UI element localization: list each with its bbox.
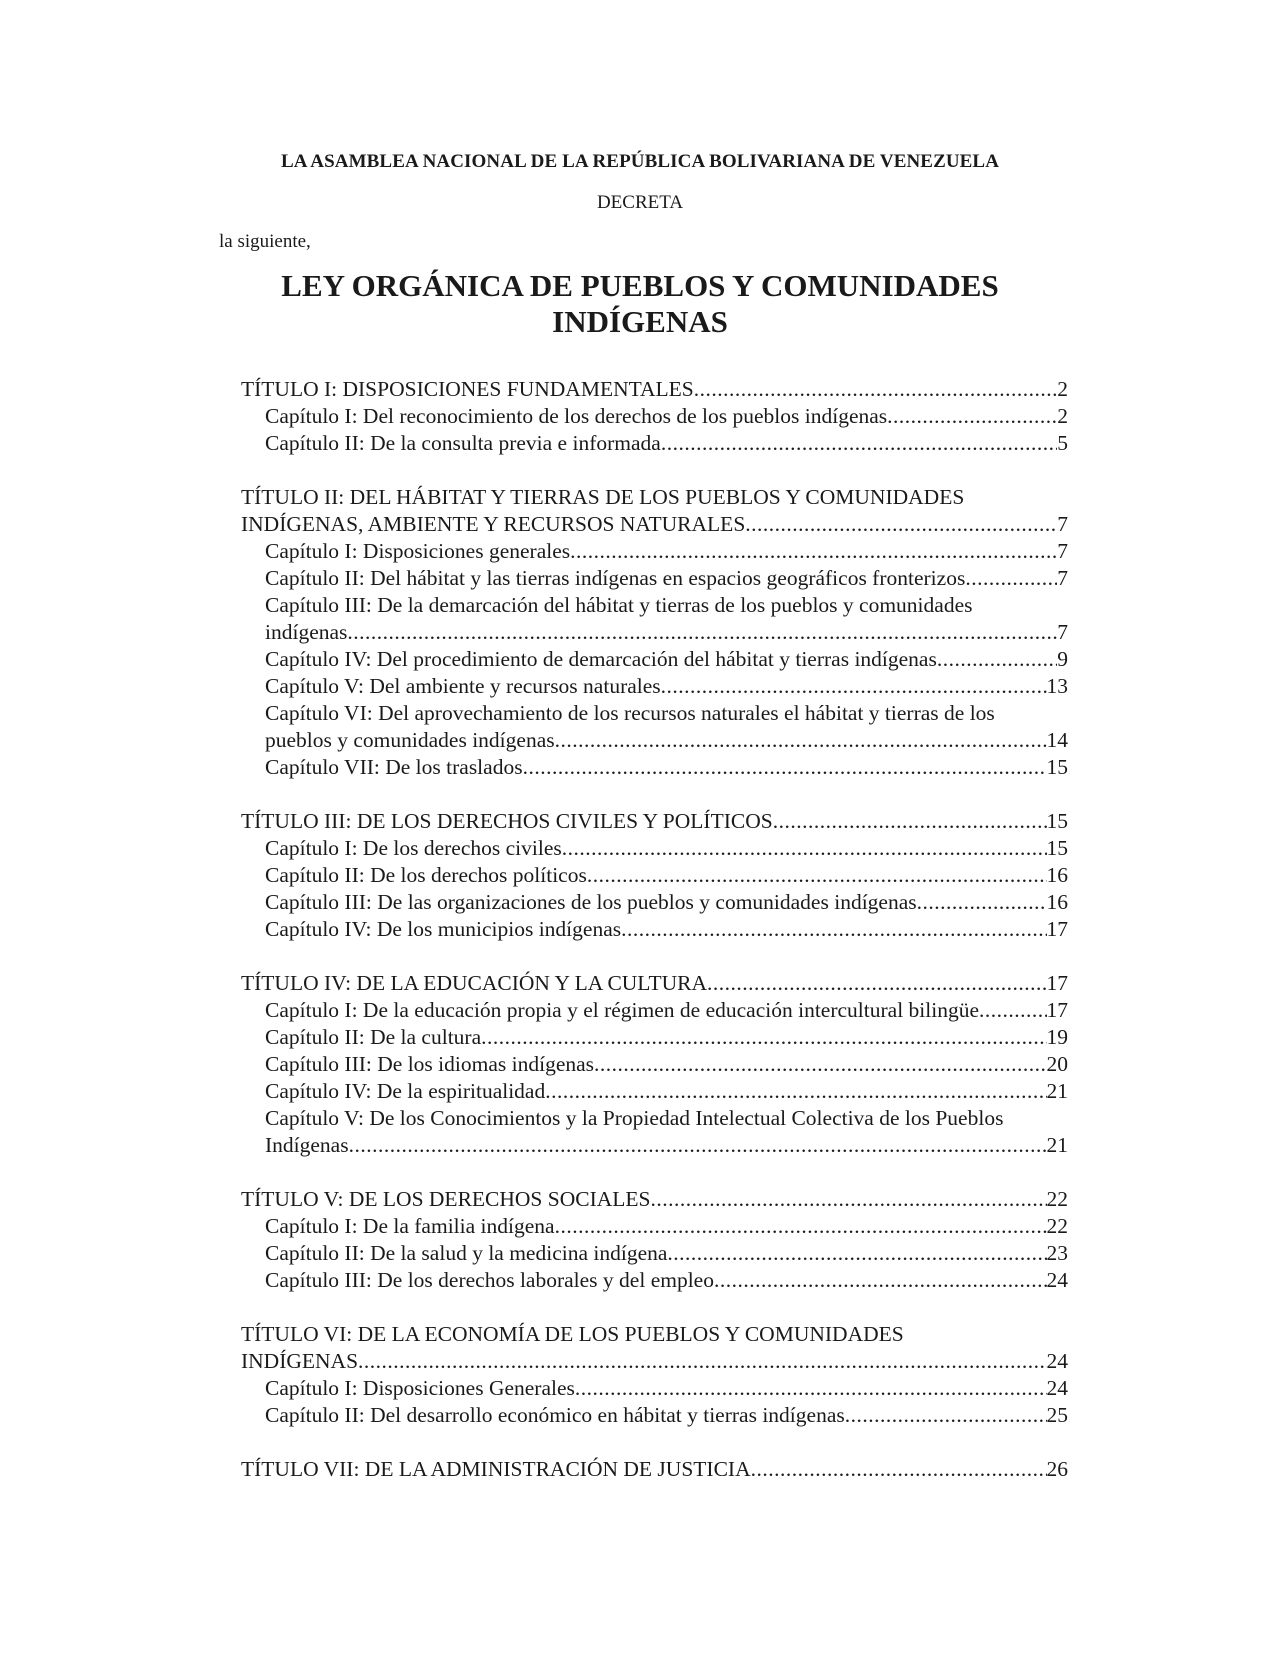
toc-title-entry-text: TÍTULO II: DEL HÁBITAT Y TIERRAS DE LOS PUEBLOS Y COMUNIDADES bbox=[241, 485, 965, 509]
law-title-line-2: INDÍGENAS bbox=[552, 304, 728, 339]
toc-chapter-entry[interactable] bbox=[241, 862, 1068, 889]
toc-chapter-entry[interactable] bbox=[241, 565, 1068, 592]
page-number: 2 bbox=[1057, 377, 1068, 401]
toc-chapter-entry-text: Capítulo III: De los idiomas indígenas bbox=[265, 1052, 595, 1076]
toc-chapter-entry-text: Capítulo I: Disposiciones Generales bbox=[265, 1376, 575, 1400]
toc-section bbox=[241, 1321, 1068, 1429]
toc-chapter-entry-text: Capítulo III: De la demarcación del hábitat y tierras de los pueblos y comunidades bbox=[265, 593, 973, 617]
toc-chapter-entry-text: pueblos y comunidades indígenas bbox=[265, 728, 555, 752]
dot-leader bbox=[555, 1213, 1047, 1240]
dot-leader bbox=[594, 1051, 1046, 1078]
dot-leader bbox=[349, 1132, 1047, 1159]
page-number: 16 bbox=[1046, 863, 1068, 887]
toc-chapter-entry-text: Capítulo V: Del ambiente y recursos naturales bbox=[265, 674, 661, 698]
dot-leader bbox=[347, 619, 1057, 646]
dot-leader bbox=[587, 862, 1047, 889]
toc-chapter-entry-text: Capítulo II: De la consulta previa e informada bbox=[265, 431, 661, 455]
toc-chapter-entry-text: Capítulo III: De las organizaciones de los pueblos y comunidades indígenas bbox=[265, 890, 917, 914]
dot-leader bbox=[845, 1402, 1047, 1429]
toc-chapter-entry[interactable] bbox=[241, 646, 1068, 673]
toc-chapter-entry-text: Capítulo IV: De la espiritualidad bbox=[265, 1079, 546, 1103]
toc-chapter-entry-text: Capítulo II: Del desarrollo económico en hábitat y tierras indígenas bbox=[265, 1403, 845, 1427]
toc-chapter-entry-text: Capítulo I: De la educación propia y el régimen de educación intercultural bilingüe bbox=[265, 998, 980, 1022]
page-number: 24 bbox=[1046, 1376, 1068, 1400]
toc-title-entry[interactable] bbox=[241, 376, 1068, 403]
law-title-line-1: LEY ORGÁNICA DE PUEBLOS Y COMUNIDADES bbox=[281, 268, 999, 303]
toc-chapter-entry-text: Capítulo III: De los derechos laborales y del empleo bbox=[265, 1268, 714, 1292]
toc-chapter-entry-text: Capítulo I: Disposiciones generales bbox=[265, 539, 571, 563]
dot-leader bbox=[917, 889, 1047, 916]
dot-leader bbox=[575, 1375, 1047, 1402]
toc-chapter-entry[interactable] bbox=[241, 1213, 1068, 1240]
toc-chapter-entry-text: Capítulo IV: Del procedimiento de demarcación del hábitat y tierras indígenas bbox=[265, 647, 937, 671]
toc-title-entry[interactable] bbox=[241, 1348, 1068, 1375]
dot-leader bbox=[751, 1456, 1047, 1483]
page-number: 22 bbox=[1046, 1214, 1068, 1238]
toc-section bbox=[241, 484, 1068, 781]
toc-chapter-entry-text: Capítulo II: De los derechos políticos bbox=[265, 863, 587, 887]
dot-leader bbox=[651, 1186, 1047, 1213]
dot-leader bbox=[773, 808, 1047, 835]
toc-chapter-entry[interactable] bbox=[241, 1375, 1068, 1402]
table-of-contents bbox=[241, 376, 1068, 1510]
toc-section bbox=[241, 970, 1068, 1159]
toc-title-entry[interactable] bbox=[241, 484, 1068, 511]
toc-chapter-entry-text: indígenas bbox=[265, 620, 348, 644]
toc-title-entry-text: TÍTULO III: DE LOS DERECHOS CIVILES Y POLÍTICOS bbox=[241, 809, 773, 833]
page-number: 15 bbox=[1046, 836, 1068, 860]
page-number: 24 bbox=[1046, 1349, 1068, 1373]
toc-chapter-entry[interactable] bbox=[241, 916, 1068, 943]
page-number: 15 bbox=[1046, 809, 1068, 833]
dot-leader bbox=[667, 1240, 1046, 1267]
page-number: 19 bbox=[1046, 1025, 1068, 1049]
toc-chapter-entry[interactable] bbox=[241, 754, 1068, 781]
page-number: 17 bbox=[1046, 971, 1068, 995]
toc-section bbox=[241, 1186, 1068, 1294]
page-number: 20 bbox=[1046, 1052, 1068, 1076]
page-number: 13 bbox=[1046, 674, 1068, 698]
page-number: 23 bbox=[1046, 1241, 1068, 1265]
page-number: 21 bbox=[1046, 1079, 1068, 1103]
dot-leader bbox=[661, 673, 1047, 700]
toc-chapter-entry[interactable] bbox=[241, 889, 1068, 916]
toc-chapter-entry[interactable] bbox=[241, 1078, 1068, 1105]
dot-leader bbox=[481, 1024, 1046, 1051]
toc-title-entry-text: TÍTULO I: DISPOSICIONES FUNDAMENTALES bbox=[241, 377, 694, 401]
toc-chapter-entry[interactable] bbox=[241, 1132, 1068, 1159]
toc-chapter-entry-text: Capítulo V: De los Conocimientos y la Propiedad Intelectual Colectiva de los Pueblos bbox=[265, 1106, 1004, 1130]
dot-leader bbox=[694, 376, 1057, 403]
toc-title-entry-text: TÍTULO VI: DE LA ECONOMÍA DE LOS PUEBLOS Y COMUNIDADES bbox=[241, 1322, 904, 1346]
toc-chapter-entry[interactable] bbox=[241, 430, 1068, 457]
toc-title-entry[interactable] bbox=[241, 1456, 1068, 1483]
page-number: 2 bbox=[1057, 404, 1068, 428]
dot-leader bbox=[965, 565, 1057, 592]
law-title bbox=[0, 268, 1280, 340]
toc-chapter-entry-text: Capítulo II: De la cultura bbox=[265, 1025, 482, 1049]
toc-chapter-entry-text: Capítulo I: Del reconocimiento de los derechos de los pueblos indígenas bbox=[265, 404, 888, 428]
toc-title-entry[interactable] bbox=[241, 970, 1068, 997]
dot-leader bbox=[979, 997, 1046, 1024]
page-number: 17 bbox=[1046, 998, 1068, 1022]
toc-chapter-entry[interactable] bbox=[241, 1051, 1068, 1078]
toc-title-entry[interactable] bbox=[241, 1186, 1068, 1213]
page-number: 7 bbox=[1057, 620, 1068, 644]
page-number: 16 bbox=[1046, 890, 1068, 914]
toc-chapter-entry[interactable] bbox=[241, 673, 1068, 700]
page-number: 5 bbox=[1057, 431, 1068, 455]
toc-chapter-entry[interactable] bbox=[241, 1267, 1068, 1294]
dot-leader bbox=[358, 1348, 1046, 1375]
toc-title-entry[interactable] bbox=[241, 511, 1068, 538]
toc-chapter-entry[interactable] bbox=[241, 1402, 1068, 1429]
page-number: 26 bbox=[1046, 1457, 1068, 1481]
dot-leader bbox=[745, 511, 1057, 538]
dot-leader bbox=[714, 1267, 1047, 1294]
dot-leader bbox=[937, 646, 1057, 673]
page-number: 25 bbox=[1046, 1403, 1068, 1427]
dot-leader bbox=[887, 403, 1057, 430]
page-number: 14 bbox=[1046, 728, 1068, 752]
toc-section bbox=[241, 1456, 1068, 1483]
decreta-heading: DECRETA bbox=[596, 192, 684, 213]
toc-chapter-entry[interactable] bbox=[241, 997, 1068, 1024]
dot-leader bbox=[707, 970, 1047, 997]
toc-chapter-entry-text: Indígenas bbox=[265, 1133, 349, 1157]
toc-section bbox=[241, 808, 1068, 943]
toc-chapter-entry[interactable] bbox=[241, 619, 1068, 646]
toc-chapter-entry[interactable] bbox=[241, 538, 1068, 565]
toc-title-entry-text: TÍTULO VII: DE LA ADMINISTRACIÓN DE JUSTICIA bbox=[241, 1457, 751, 1481]
page-number: 7 bbox=[1057, 566, 1068, 590]
page-number: 22 bbox=[1046, 1187, 1068, 1211]
toc-chapter-entry[interactable] bbox=[241, 727, 1068, 754]
dot-leader bbox=[621, 916, 1046, 943]
page-number: 7 bbox=[1057, 539, 1068, 563]
dot-leader bbox=[545, 1078, 1046, 1105]
dot-leader bbox=[661, 430, 1057, 457]
intro-text: la siguiente, bbox=[219, 231, 311, 252]
dot-leader bbox=[570, 538, 1057, 565]
toc-section bbox=[241, 376, 1068, 457]
toc-chapter-entry-text: Capítulo I: De la familia indígena bbox=[265, 1214, 555, 1238]
toc-chapter-entry[interactable] bbox=[241, 1240, 1068, 1267]
toc-title-entry-text: TÍTULO IV: DE LA EDUCACIÓN Y LA CULTURA bbox=[241, 971, 707, 995]
page-number: 7 bbox=[1057, 512, 1068, 536]
toc-title-entry[interactable] bbox=[241, 1321, 1068, 1348]
toc-chapter-entry[interactable] bbox=[241, 1024, 1068, 1051]
toc-chapter-entry[interactable] bbox=[241, 403, 1068, 430]
toc-title-entry[interactable] bbox=[241, 808, 1068, 835]
toc-chapter-entry-text: Capítulo II: De la salud y la medicina indígena bbox=[265, 1241, 668, 1265]
toc-chapter-entry-text: Capítulo II: Del hábitat y las tierras indígenas en espacios geográficos fronterizos bbox=[265, 566, 966, 590]
page-number: 21 bbox=[1046, 1133, 1068, 1157]
toc-chapter-entry[interactable] bbox=[241, 835, 1068, 862]
toc-title-entry-text: TÍTULO V: DE LOS DERECHOS SOCIALES bbox=[241, 1187, 651, 1211]
toc-chapter-entry[interactable] bbox=[241, 592, 1068, 619]
page-number: 17 bbox=[1046, 917, 1068, 941]
dot-leader bbox=[555, 727, 1047, 754]
page-number: 9 bbox=[1057, 647, 1068, 671]
toc-title-entry-text: INDÍGENAS, AMBIENTE Y RECURSOS NATURALES bbox=[241, 512, 746, 536]
page-number: 24 bbox=[1046, 1268, 1068, 1292]
page-number: 15 bbox=[1046, 755, 1068, 779]
toc-chapter-entry[interactable] bbox=[241, 1105, 1068, 1132]
toc-chapter-entry-text: Capítulo I: De los derechos civiles bbox=[265, 836, 562, 860]
toc-chapter-entry-text: Capítulo IV: De los municipios indígenas bbox=[265, 917, 622, 941]
dot-leader bbox=[562, 835, 1047, 862]
toc-title-entry-text: INDÍGENAS bbox=[241, 1349, 359, 1373]
toc-chapter-entry[interactable] bbox=[241, 700, 1068, 727]
toc-chapter-entry-text: Capítulo VI: Del aprovechamiento de los recursos naturales el hábitat y tierras de los bbox=[265, 701, 995, 725]
toc-chapter-entry-text: Capítulo VII: De los traslados bbox=[265, 755, 523, 779]
dot-leader bbox=[523, 754, 1047, 781]
assembly-heading: LA ASAMBLEA NACIONAL DE LA REPÚBLICA BOLIVARIANA DE VENEZUELA bbox=[280, 151, 1000, 172]
